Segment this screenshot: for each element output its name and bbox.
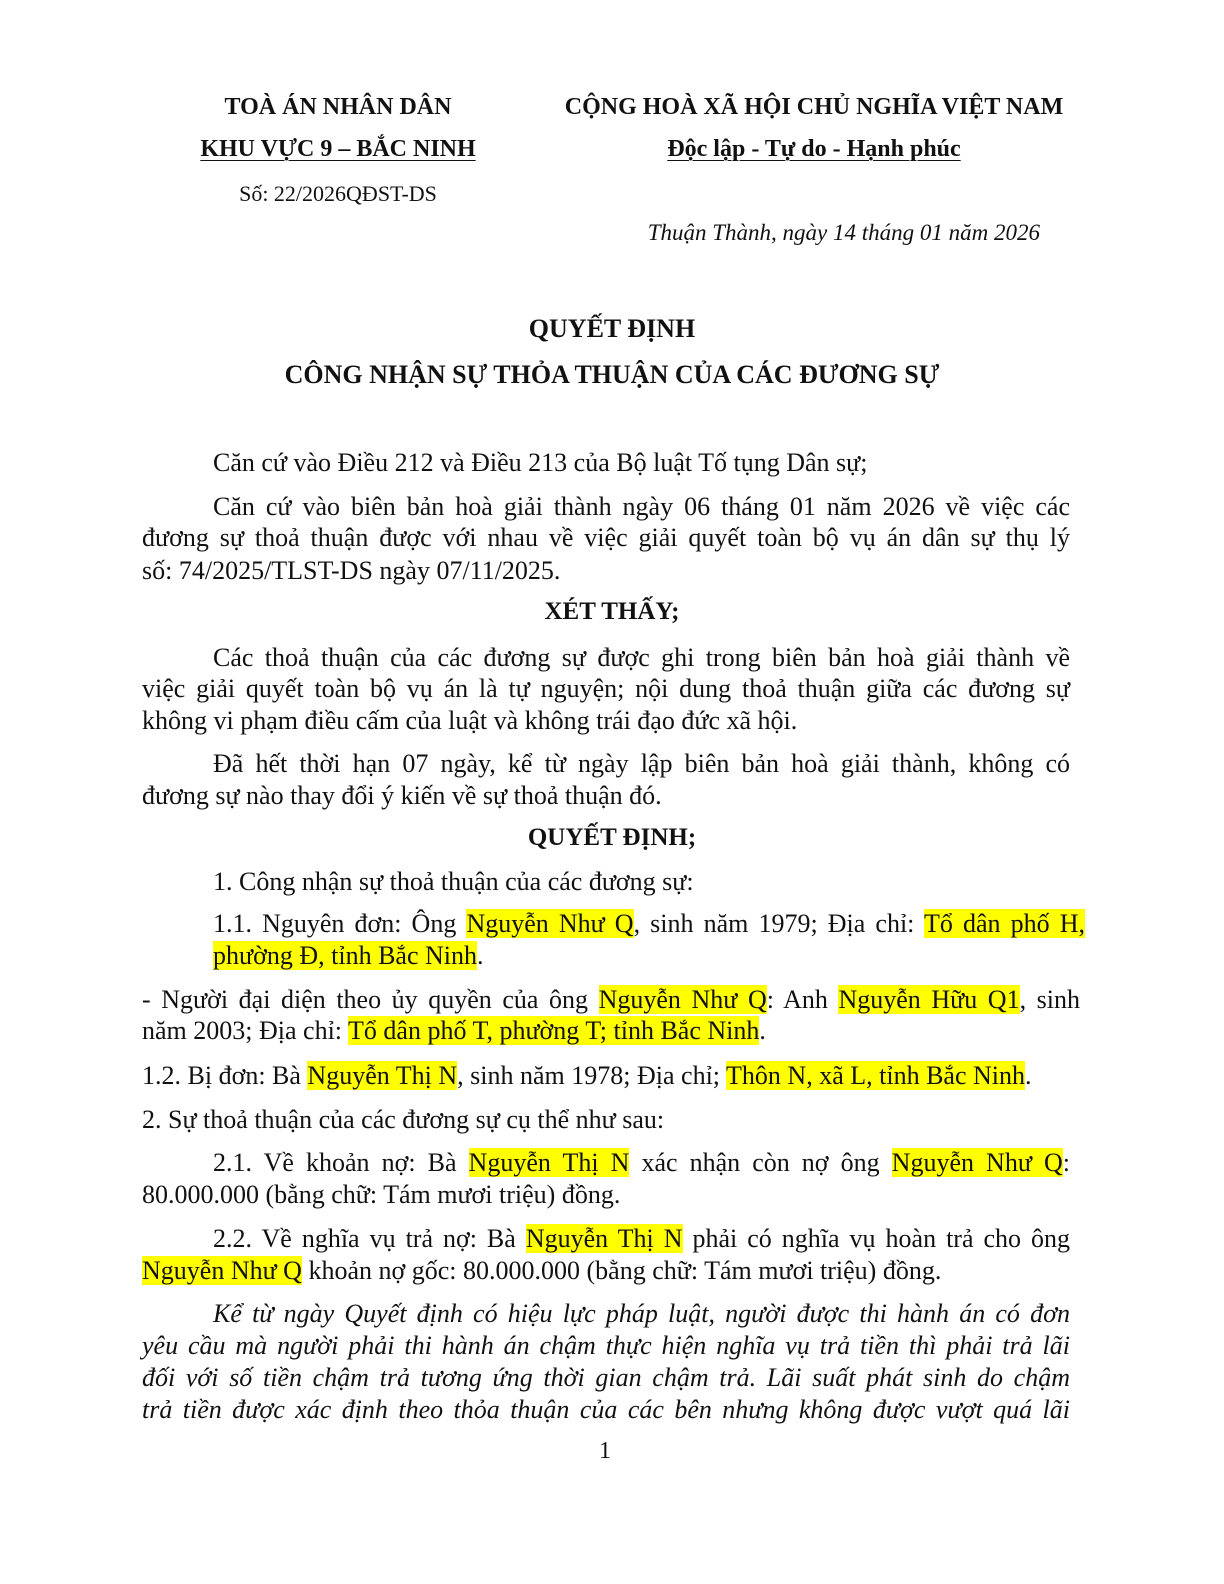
representative-line-1: - Người đại diện theo ủy quyền của ông Nguyễn Như Q: Anh Nguyễn Hữu Q1, sinh xyxy=(142,985,1080,1014)
basis-paragraph-2-line-2: đương sự thoả thuận được với nhau về việc giải quyết toàn bộ vụ án dân sự thụ lý xyxy=(142,523,1070,552)
interest-line-2: yêu cầu mà người phải thi hành án chậm thực hiện nghĩa vụ trả tiền thì phải trả lãi xyxy=(142,1331,1070,1360)
representative-name: Nguyễn Hữu Q1 xyxy=(838,985,1020,1014)
basis-paragraph-1: Căn cứ vào Điều 212 và Điều 213 của Bộ luật Tố tụng Dân sự; xyxy=(213,448,868,477)
defendant-name: Nguyễn Thị N xyxy=(307,1061,458,1090)
findings-heading: XÉT THẤY; xyxy=(544,598,680,625)
plaintiff-name: Nguyễn Như Q xyxy=(466,909,634,938)
findings-paragraph-2-line-1: Đã hết thời hạn 07 ngày, kể từ ngày lập biên bản hoà giải thành, không có xyxy=(213,749,1070,778)
repayment-line-1: 2.2. Về nghĩa vụ trả nợ: Bà Nguyễn Thị N phải có nghĩa vụ hoàn trả cho ông xyxy=(213,1224,1071,1253)
interest-line-3: đối với số tiền chậm trả tương ứng thời gian chậm trả. Lãi suất phát sinh do chậm xyxy=(142,1363,1070,1392)
debt-line-1: 2.1. Về khoản nợ: Bà Nguyễn Thị N xác nhận còn nợ ông Nguyễn Như Q: xyxy=(213,1148,1070,1177)
defendant-line: 1.2. Bị đơn: Bà Nguyễn Thị N, sinh năm 1978; Địa chỉ; Thôn N, xã L, tỉnh Bắc Ninh. xyxy=(142,1061,1032,1090)
representative-address: Tổ dân phố T, phường T; tỉnh Bắc Ninh xyxy=(348,1016,760,1045)
decision-item-1: 1. Công nhận sự thoả thuận của các đương sự: xyxy=(213,867,694,896)
debt-line-2: 80.000.000 (bằng chữ: Tám mươi triệu) đồng. xyxy=(142,1180,621,1209)
court-name: TOÀ ÁN NHÂN DÂN xyxy=(224,94,452,120)
interest-line-4: trả tiền được xác định theo thỏa thuận của các bên nhưng không được vượt quá lãi xyxy=(142,1395,1070,1424)
findings-paragraph-1-line-1: Các thoả thuận của các đương sự được ghi trong biên bản hoà giải thành về xyxy=(213,643,1070,672)
findings-paragraph-2-line-2: đương sự nào thay đổi ý kiến về sự thoả thuận đó. xyxy=(142,781,662,810)
representative-line-2: năm 2003; Địa chỉ: Tổ dân phố T, phường T; tỉnh Bắc Ninh. xyxy=(142,1016,766,1045)
document-number: Số: 22/2026QĐST-DS xyxy=(239,181,437,206)
basis-paragraph-2-line-1: Căn cứ vào biên bản hoà giải thành ngày 06 tháng 01 năm 2026 về việc các xyxy=(213,492,1070,521)
interest-line-1: Kể từ ngày Quyết định có hiệu lực pháp luật, người được thi hành án có đơn xyxy=(213,1299,1070,1328)
plaintiff-address-part-1: Tổ dân phố H, xyxy=(924,909,1086,938)
court-region: KHU VỰC 9 – BẮC NINH xyxy=(200,136,476,162)
repayment-line-2: Nguyễn Như Q khoản nợ gốc: 80.000.000 (bằng chữ: Tám mươi triệu) đồng. xyxy=(142,1256,942,1285)
plaintiff-line-1: 1.1. Nguyên đơn: Ông Nguyễn Như Q, sinh năm 1979; Địa chỉ: Tổ dân phố H, xyxy=(213,909,1086,938)
findings-paragraph-1-line-2: việc giải quyết toàn bộ vụ án là tự nguyện; nội dung thoả thuận giữa các đương sự xyxy=(142,674,1070,703)
plaintiff-address-part-2: phường Đ, tỉnh Bắc Ninh xyxy=(213,941,477,970)
defendant-address: Thôn N, xã L, tỉnh Bắc Ninh xyxy=(726,1061,1025,1090)
plaintiff-line-2: phường Đ, tỉnh Bắc Ninh. xyxy=(213,941,484,970)
basis-paragraph-2-line-3: số: 74/2025/TLST-DS ngày 07/11/2025. xyxy=(142,556,561,585)
repayment-creditor-name: Nguyễn Như Q xyxy=(142,1256,302,1285)
national-title: CỘNG HOÀ XÃ HỘI CHỦ NGHĨA VIỆT NAM xyxy=(564,94,1064,120)
decision-heading: QUYẾT ĐỊNH; xyxy=(527,824,697,851)
debt-creditor-name: Nguyễn Như Q xyxy=(891,1148,1063,1177)
principal-name: Nguyễn Như Q xyxy=(598,985,767,1014)
repayment-debtor-name: Nguyễn Thị N xyxy=(525,1224,683,1253)
decision-subtitle: CÔNG NHẬN SỰ THỎA THUẬN CỦA CÁC ĐƯƠNG SỰ xyxy=(284,360,940,389)
place-date: Thuận Thành, ngày 14 tháng 01 năm 2026 xyxy=(647,220,1040,245)
decision-item-2: 2. Sự thoả thuận của các đương sự cụ thể như sau: xyxy=(142,1105,665,1134)
findings-paragraph-1-line-3: không vi phạm điều cấm của luật và không trái đạo đức xã hội. xyxy=(142,706,798,735)
debt-debtor-name: Nguyễn Thị N xyxy=(468,1148,630,1177)
page-number: 1 xyxy=(599,1438,611,1464)
national-motto: Độc lập - Tự do - Hạnh phúc xyxy=(667,136,961,162)
decision-title: QUYẾT ĐỊNH xyxy=(528,314,696,343)
